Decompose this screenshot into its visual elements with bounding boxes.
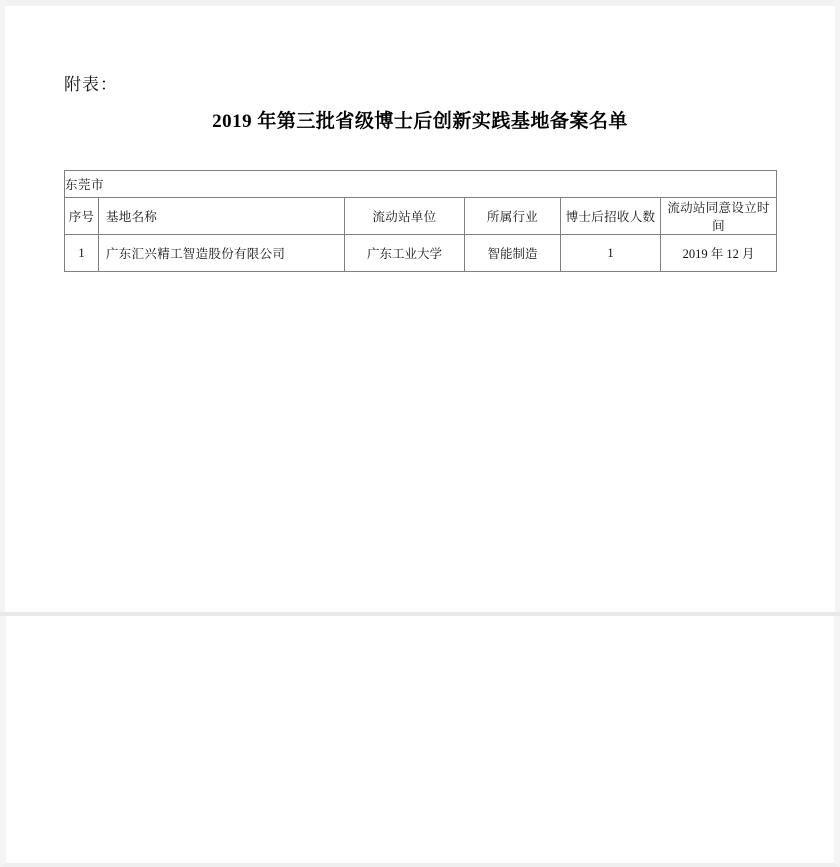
column-header-station-unit: 流动站单位	[345, 198, 465, 235]
scan-lower-area	[0, 616, 840, 867]
scan-edge-left	[0, 0, 5, 616]
cell-station-unit: 广东工业大学	[345, 235, 465, 272]
cell-industry: 智能制造	[465, 235, 561, 272]
cell-index: 1	[65, 235, 99, 272]
listing-table-container	[64, 170, 776, 272]
region-header-cell: 东莞市	[65, 171, 777, 198]
cell-approval-date: 2019 年 12 月	[661, 235, 777, 272]
column-header-base-name: 基地名称	[99, 198, 345, 235]
table-row	[65, 235, 777, 272]
page-title: 2019 年第三批省级博士后创新实践基地备案名单	[212, 111, 628, 132]
table-region-row	[65, 171, 777, 198]
cell-base-name: 广东汇兴精工智造股份有限公司	[99, 235, 345, 272]
scan-edge-right	[835, 0, 840, 616]
column-header-index: 序号	[65, 198, 99, 235]
scan-edge-top	[0, 0, 840, 6]
attachment-label: 附表：	[64, 75, 118, 94]
column-header-approval-date: 流动站同意设立时间	[661, 198, 777, 235]
table-header-row	[65, 198, 777, 235]
column-header-recruit-count: 博士后招收人数	[561, 198, 661, 235]
listing-table	[64, 170, 777, 272]
cell-recruit-count: 1	[561, 235, 661, 272]
column-header-industry: 所属行业	[465, 198, 561, 235]
